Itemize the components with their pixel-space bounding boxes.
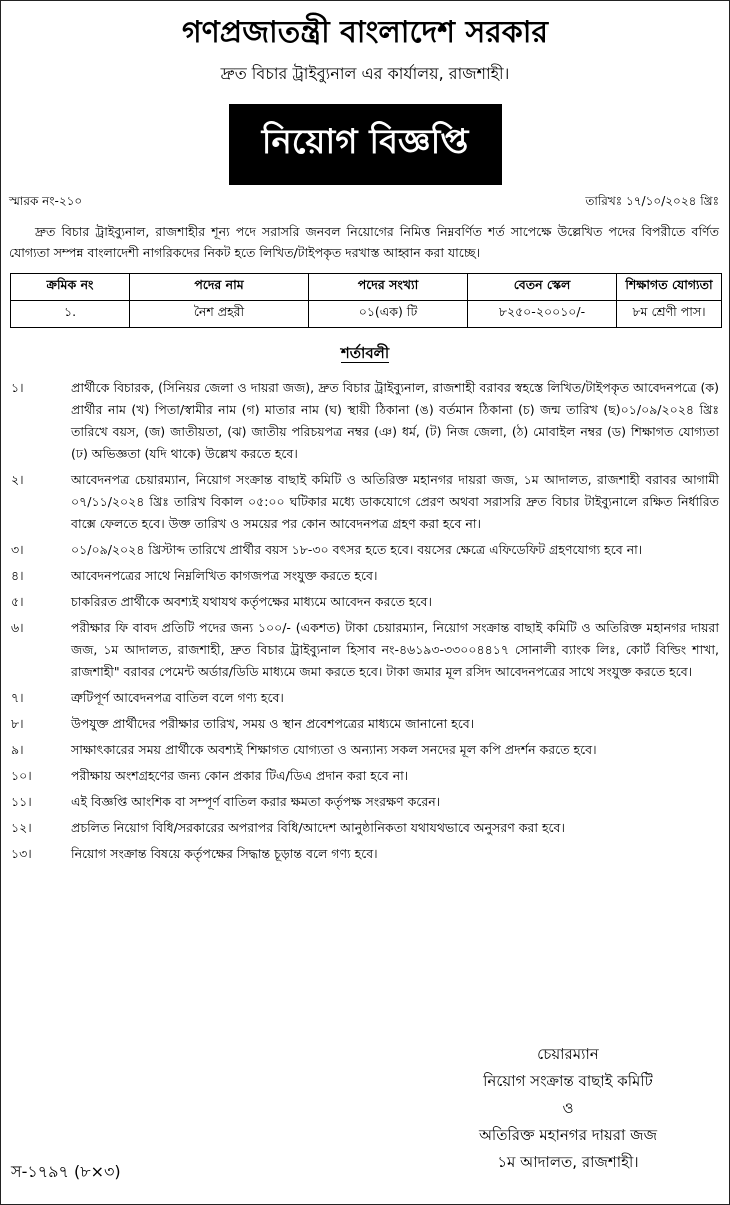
condition-text: নিয়োগ সংক্রান্ত বিষয়ে কর্তৃপক্ষের সিদ্ধান্ত চূড়ান্ত বলে গণ্য হবে।	[71, 846, 378, 861]
condition-item	[11, 617, 719, 683]
condition-item	[11, 469, 719, 535]
condition-number: ১৩।	[11, 846, 32, 861]
condition-text: পরীক্ষার ফি বাবদ প্রতিটি পদের জন্য ১০০/- (একশত) টাকা চেয়ারম্যান, নিয়োগ সংক্রান্ত বাছাই কমিটি ও অতিরিক্ত মহানগর দায়রা জজ, ১ম আদালত, রাজশাহী, দ্রুত বিচার ট্রাইব্যুনাল হিসাব নং-৪৬১৯৩-৩৩০০৪৪১৭ সোনালী ব্যাংক লিঃ, কোর্ট বিল্ডিং শাখা, রাজশাহী" বরাবর পেমেন্ট অর্ডার/ডিডি মাধ্যমে জমা করতে হবে। টাকা জমার মূল রসিদ আবেদনপত্রের সাথে সংযুক্ত করতে হবে।	[71, 620, 719, 679]
footer-code: স-১৭৯৭ (৮×৩)	[11, 1162, 121, 1181]
condition-text: পরীক্ষায় অংশগ্রহণের জন্য কোন প্রকার টিএ/ডিএ প্রদান করা হবে না।	[71, 768, 409, 783]
signature-designation: চেয়ারম্যান	[537, 1045, 599, 1063]
condition-text: উপযুক্ত প্রার্থীদের পরীক্ষার তারিখ, সময় ও স্থান প্রবেশপত্রের মাধ্যমে জানানো হবে।	[71, 716, 475, 731]
condition-item	[11, 591, 719, 613]
condition-text: এই বিজ্ঞপ্তি আংশিক বা সম্পূর্ণ বাতিল করার ক্ষমতা কর্তৃপক্ষ সংরক্ষণ করেন।	[71, 794, 441, 809]
condition-item	[11, 713, 719, 735]
condition-item	[11, 565, 719, 587]
condition-text: ত্রুটিপূর্ণ আবেদনপত্র বাতিল বলে গণ্য হবে।	[71, 690, 284, 705]
government-title: গণপ্রজাতন্ত্রী বাংলাদেশ সরকার	[182, 15, 548, 50]
condition-number: ৪।	[11, 568, 24, 583]
posts-table	[10, 273, 722, 328]
condition-text: প্রচলিত নিয়োগ বিধি/সরকারের অপরাপর বিধি/আদেশ আনুষ্ঠানিকতা যথাযথভাবে অনুসরণ করা হবে।	[71, 820, 565, 835]
condition-item	[11, 843, 719, 865]
col-pay-scale: বেতন স্কেল	[468, 274, 617, 301]
terms-heading-text: শর্তাবলী	[340, 344, 390, 362]
condition-item	[11, 687, 719, 709]
condition-number: ৩।	[11, 542, 24, 557]
condition-number: ১।	[11, 380, 24, 395]
col-qualification: শিক্ষাগত যোগ্যতা	[617, 274, 722, 301]
office-name: দ্রুত বিচার ট্রাইব্যুনাল এর কার্যালয়, রাজশাহী।	[220, 64, 510, 83]
condition-number: ২।	[11, 472, 24, 487]
memo-date: তারিখঃ ১৭/১০/২০২৪ খ্রিঃ	[585, 194, 719, 208]
cell-post-count: ০১(এক) টি	[309, 301, 468, 328]
conditions-list	[1, 377, 729, 865]
col-post-name: পদের নাম	[130, 274, 309, 301]
condition-number: ১০।	[11, 768, 32, 783]
condition-number: ১১।	[11, 794, 32, 809]
condition-number: ১২।	[11, 820, 32, 835]
condition-item	[11, 817, 719, 839]
memo-number: স্মারক নং-২১০	[9, 194, 83, 208]
table-row	[11, 301, 722, 328]
col-serial: ক্রমিক নং	[11, 274, 130, 301]
condition-number: ৮।	[11, 716, 24, 731]
cell-pay-scale: ৮২৫০-২০০১০/-	[468, 301, 617, 328]
condition-text: চাকরিরত প্রার্থীকে অবশ্যই যথাযথ কর্তৃপক্ষের মাধ্যমে আবেদন করতে হবে।	[71, 594, 432, 609]
signature-judge: অতিরিক্ত মহানগর দায়রা জজ	[478, 1126, 657, 1144]
notice-title: নিয়োগ বিজ্ঞপ্তি	[229, 104, 502, 185]
condition-number: ৯।	[11, 742, 24, 757]
condition-text: প্রার্থীকে বিচারক, (সিনিয়র জেলা ও দায়রা জজ), দ্রুত বিচার ট্রাইব্যুনাল, রাজশাহী বরাবর স্বহস্তে লিখিত/টাইপকৃত আবেদনপত্রে (ক) প্রার্থীর নাম (খ) পিতা/স্বামীর নাম (গ) মাতার নাম (ঘ) স্থায়ী ঠিকানা (ঙ) বর্তমান ঠিকানা (চ) জন্ম তারিখ (ছ)০১/০৯/২০২৪ খ্রিঃ তারিখে বয়স, (জ) জাতীয়তা, (ঝ) জাতীয় পরিচয়পত্র নম্বর (ঞ) ধর্ম, (ট) নিজ জেলা, (ঠ) মোবাইল নম্বর (ড) শিক্ষাগত যোগ্যতা (ঢ) অভিজ্ঞতা (যদি থাকে) উল্লেখ করতে হবে।	[71, 380, 719, 461]
condition-number: ৫।	[11, 594, 24, 609]
condition-text: আবেদনপত্রের সাথে নিম্নলিখিত কাগজপত্র সংযুক্ত করতে হবে।	[71, 568, 378, 583]
intro-paragraph: দ্রুত বিচার ট্রাইব্যুনাল, রাজশাহীর শূন্য পদে সরাসরি জনবল নিয়োগের নিমিত্ত নিম্নবর্ণিত শর্ত সাপেক্ষে উল্লেখিত পদের বিপরীতে বর্ণিত যোগ্যতা সম্পন্ন বাংলাদেশী নাগরিকদের নিকট হতে লিখিত/টাইপকৃত দরখাস্ত আহ্বান করা যাচ্ছে।	[9, 224, 719, 260]
condition-number: ৭।	[11, 690, 24, 705]
notice-title-wrap	[1, 104, 729, 185]
condition-item	[11, 791, 719, 813]
col-post-count: পদের সংখ্যা	[309, 274, 468, 301]
condition-item	[11, 377, 719, 465]
condition-item	[11, 539, 719, 561]
signature-committee: নিয়োগ সংক্রান্ত বাছাই কমিটি	[483, 1072, 653, 1090]
condition-number: ৬।	[11, 620, 24, 635]
condition-text: আবেদনপত্র চেয়ারম্যান, নিয়োগ সংক্রান্ত বাছাই কমিটি ও অতিরিক্ত মহানগর দায়রা জজ, ১ম আদালত, রাজশাহী বরাবর আগামী ০৭/১১/২০২৪ খ্রিঃ তারিখ বিকাল ০৫:০০ ঘটিকার মধ্যে ডাকযোগে প্রেরণ অথবা সরাসরি দ্রুত বিচার টাইব্যুনালে রক্ষিত নির্ধারিত বাক্সে ফেলতে হবে। উক্ত তারিখ ও সময়ের পর কোন আবেদনপত্র গ্রহণ করা হবে না।	[71, 472, 719, 531]
terms-heading	[1, 342, 729, 367]
signature-block	[479, 1041, 657, 1176]
condition-text: ০১/০৯/২০২৪ খ্রিস্টাব্দ তারিখে প্রার্থীর বয়স ১৮-৩০ বৎসর হতে হবে। বয়সের ক্ষেত্রে এফিডেফিট গ্রহণযোগ্য হবে না।	[71, 542, 643, 557]
memo-row	[1, 193, 729, 213]
signature-conjunction: ও	[562, 1099, 574, 1117]
cell-qualification: ৮ম শ্রেণী পাস।	[617, 301, 722, 328]
condition-item	[11, 739, 719, 761]
signature-court: ১ম আদালত, রাজশাহী।	[497, 1153, 639, 1171]
cell-serial: ১.	[11, 301, 130, 328]
cell-post-name: নৈশ প্রহরী	[130, 301, 309, 328]
condition-text: সাক্ষাৎকারের সময় প্রার্থীকে অবশ্যই শিক্ষাগত যোগ্যতা ও অন্যান্য সকল সনদের মূল কপি প্রদর্শন করতে হবে।	[71, 742, 597, 757]
table-header-row	[11, 274, 722, 301]
condition-item	[11, 765, 719, 787]
